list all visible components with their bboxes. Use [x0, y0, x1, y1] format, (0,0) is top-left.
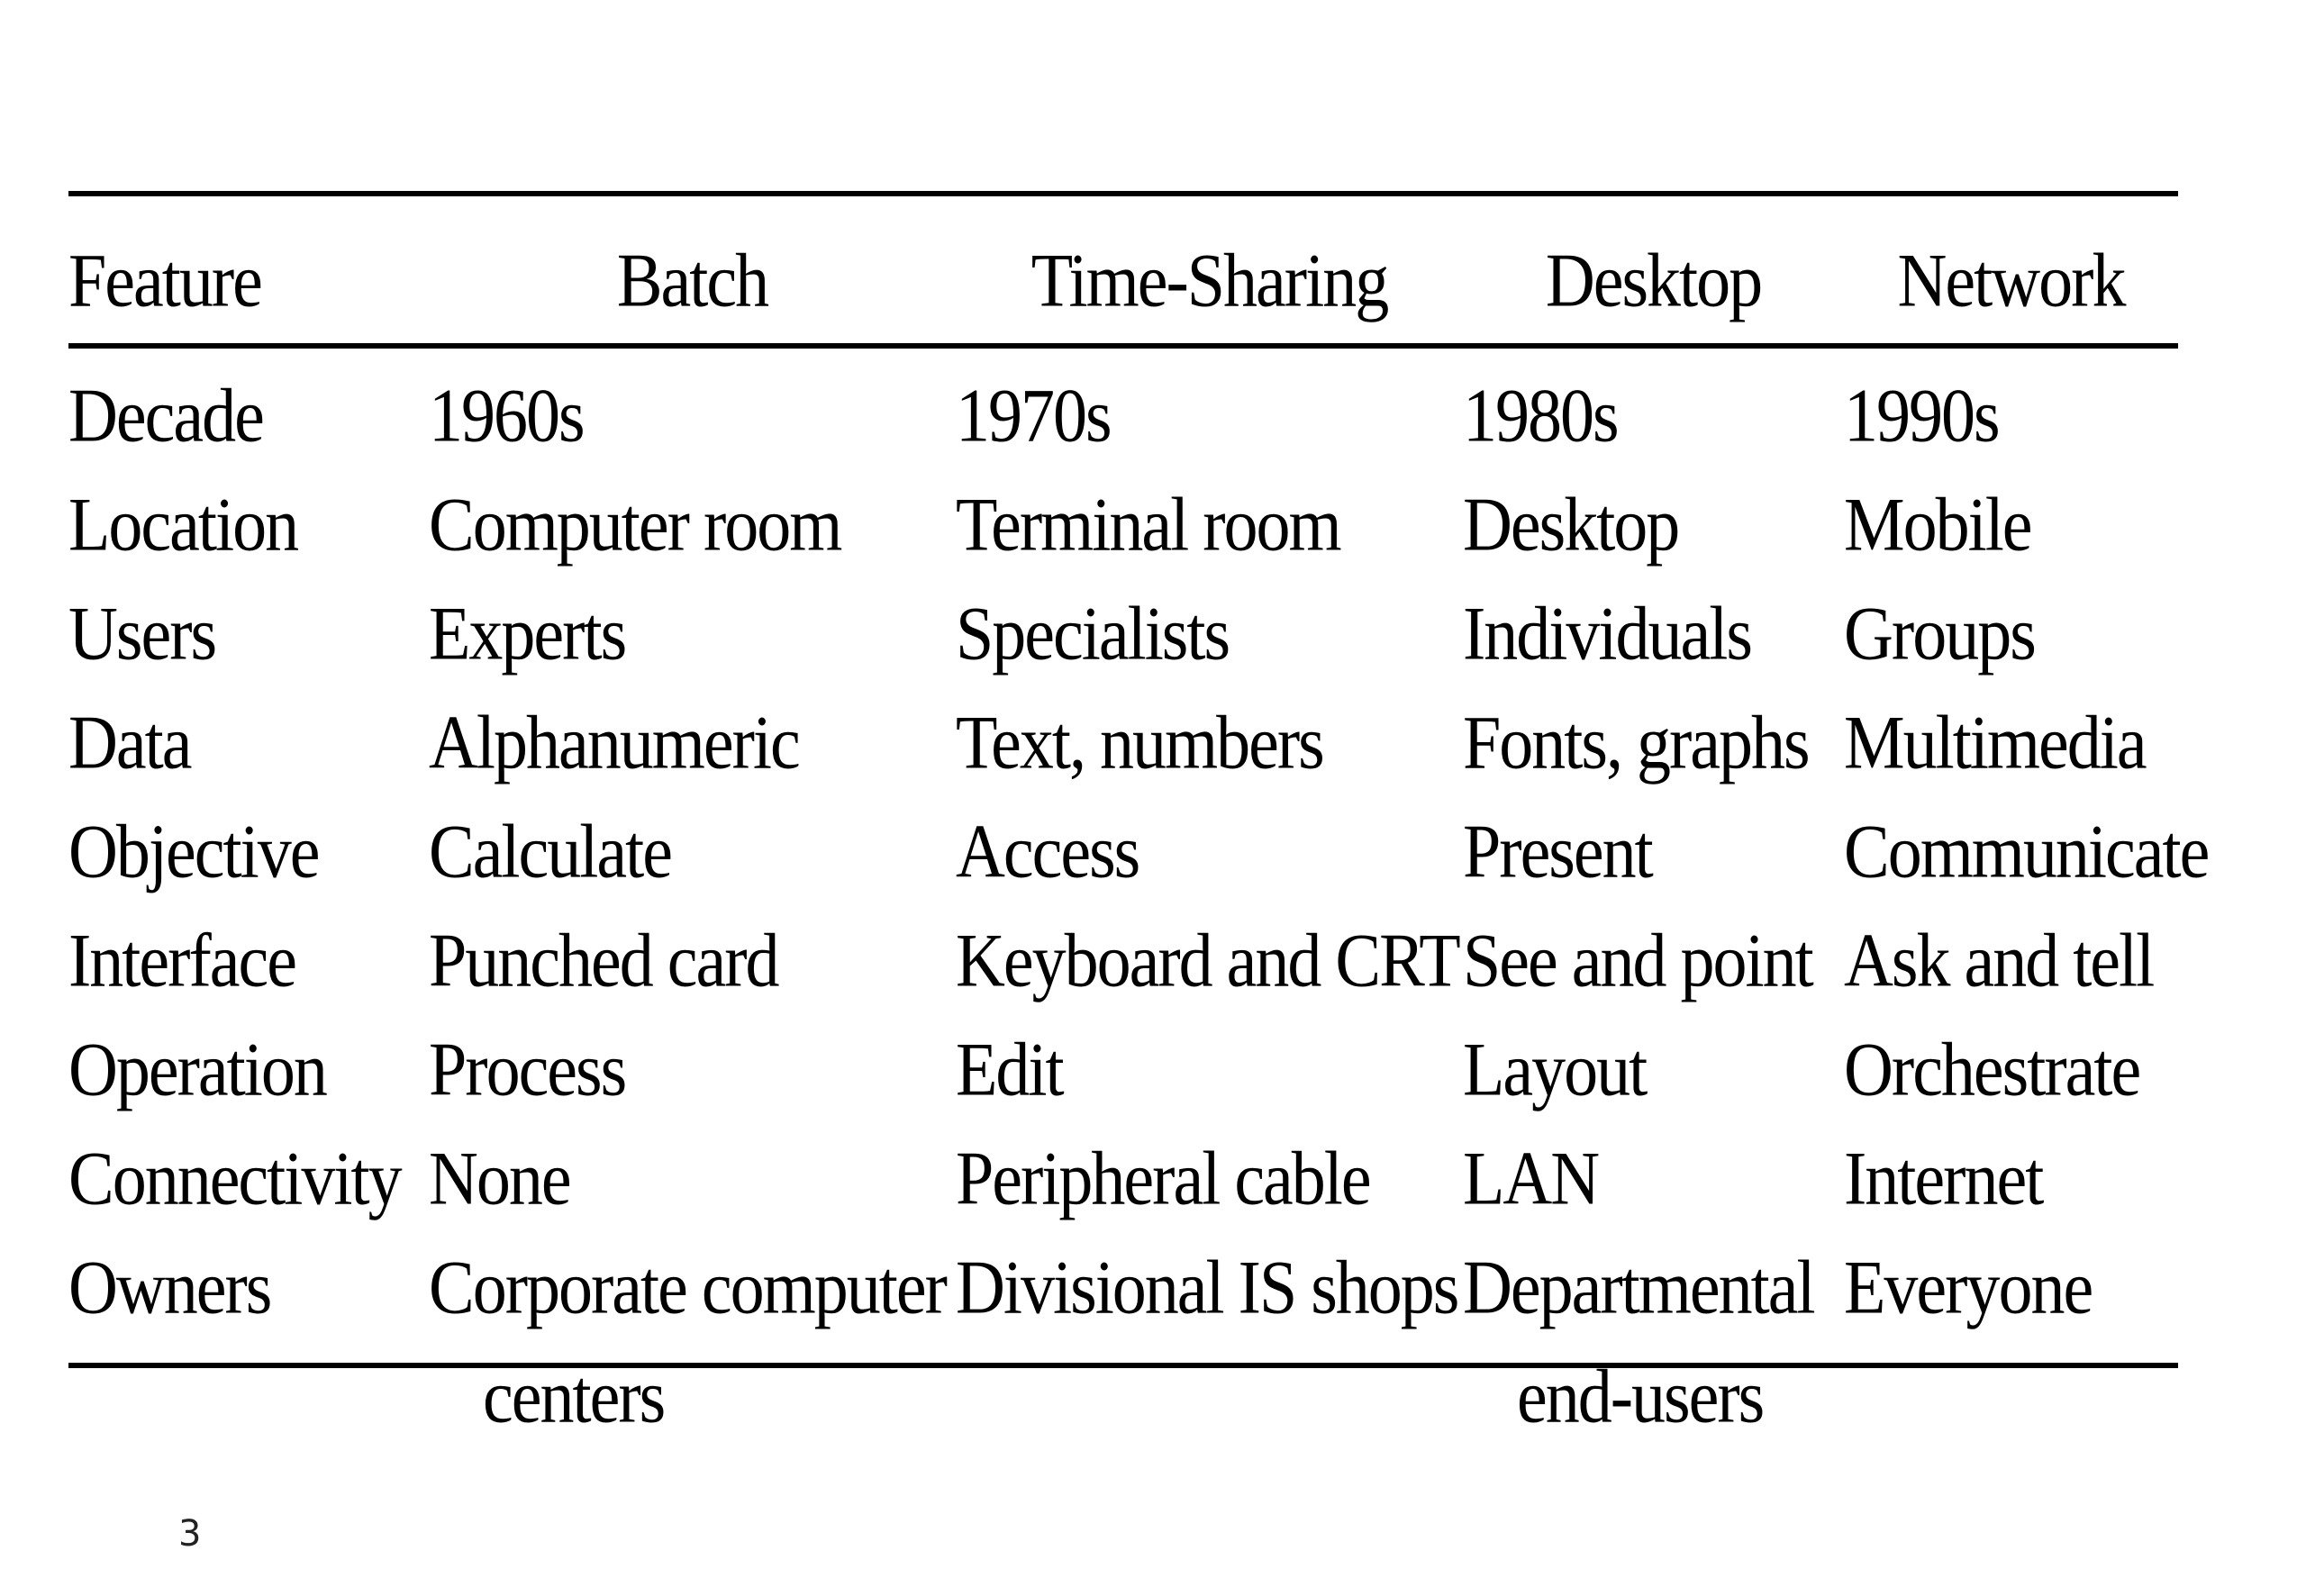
row-label-connectivity: Connectivity — [68, 1136, 401, 1221]
cell-desktop-line-2: end-users — [1517, 1354, 1764, 1439]
cell-desktop: Desktop — [1463, 482, 1679, 567]
cell-time-sharing: Keyboard and CRT — [956, 918, 1459, 1003]
cell-batch: Computer room — [429, 482, 841, 567]
cell-batch-line-1: Corporate computer — [429, 1245, 946, 1330]
row-label-users: Users — [68, 591, 216, 676]
cell-network: Groups — [1844, 591, 2035, 676]
row-label-owners: Owners — [68, 1245, 271, 1330]
cell-time-sharing: Divisional IS shops — [956, 1245, 1458, 1330]
cell-desktop: Layout — [1463, 1027, 1647, 1112]
cell-desktop: LAN — [1463, 1136, 1599, 1221]
cell-time-sharing: Text, numbers — [956, 700, 1323, 785]
cell-batch: Process — [429, 1027, 626, 1112]
cell-batch-line-2: centers — [483, 1354, 665, 1439]
cell-batch: 1960s — [429, 373, 584, 458]
cell-network: Multimedia — [1844, 700, 2146, 785]
cell-desktop: 1980s — [1463, 373, 1618, 458]
cell-desktop: Present — [1463, 809, 1652, 894]
cell-batch: None — [429, 1136, 570, 1221]
cell-network: Ask and tell — [1844, 918, 2154, 1003]
cell-desktop: Fonts, graphs — [1463, 700, 1809, 785]
row-label-data: Data — [68, 700, 191, 785]
cell-network: Orchestrate — [1844, 1027, 2140, 1112]
cell-batch: Experts — [429, 591, 626, 676]
cell-desktop-line-1: Departmental — [1463, 1245, 1814, 1330]
cell-batch: Punched card — [429, 918, 778, 1003]
cell-time-sharing: Access — [956, 809, 1139, 894]
row-label-objective: Objective — [68, 809, 319, 894]
cell-time-sharing: Specialists — [956, 591, 1230, 676]
cell-desktop — [1463, 1233, 1844, 1451]
header-feature: Feature — [68, 238, 261, 323]
cell-network: Mobile — [1844, 482, 2031, 567]
cell-network: Everyone — [1844, 1245, 2093, 1330]
cell-time-sharing: 1970s — [956, 373, 1111, 458]
table-top-rule — [68, 191, 2178, 196]
cell-batch: Calculate — [429, 809, 671, 894]
header-time-sharing: Time-Sharing — [1030, 238, 1388, 323]
cell-network: Communicate — [1844, 809, 2209, 894]
row-label-location: Location — [68, 482, 298, 567]
row-label-decade: Decade — [68, 373, 263, 458]
header-batch: Batch — [616, 238, 768, 323]
cell-desktop: Individuals — [1463, 591, 1751, 676]
cell-desktop: See and point — [1463, 918, 1812, 1003]
page-number: 3 — [178, 1513, 202, 1555]
header-network: Network — [1897, 238, 2125, 323]
row-label-operation: Operation — [68, 1027, 326, 1112]
cell-network: Internet — [1844, 1136, 2043, 1221]
comparison-table — [68, 200, 2209, 1451]
cell-network: 1990s — [1844, 373, 1999, 458]
row-label-interface: Interface — [68, 918, 295, 1003]
header-desktop: Desktop — [1545, 238, 1762, 323]
cell-time-sharing: Terminal room — [956, 482, 1340, 567]
cell-batch: Alphanumeric — [429, 700, 799, 785]
cell-time-sharing: Edit — [956, 1027, 1063, 1112]
cell-time-sharing: Peripheral cable — [956, 1136, 1370, 1221]
cell-batch — [429, 1233, 956, 1451]
